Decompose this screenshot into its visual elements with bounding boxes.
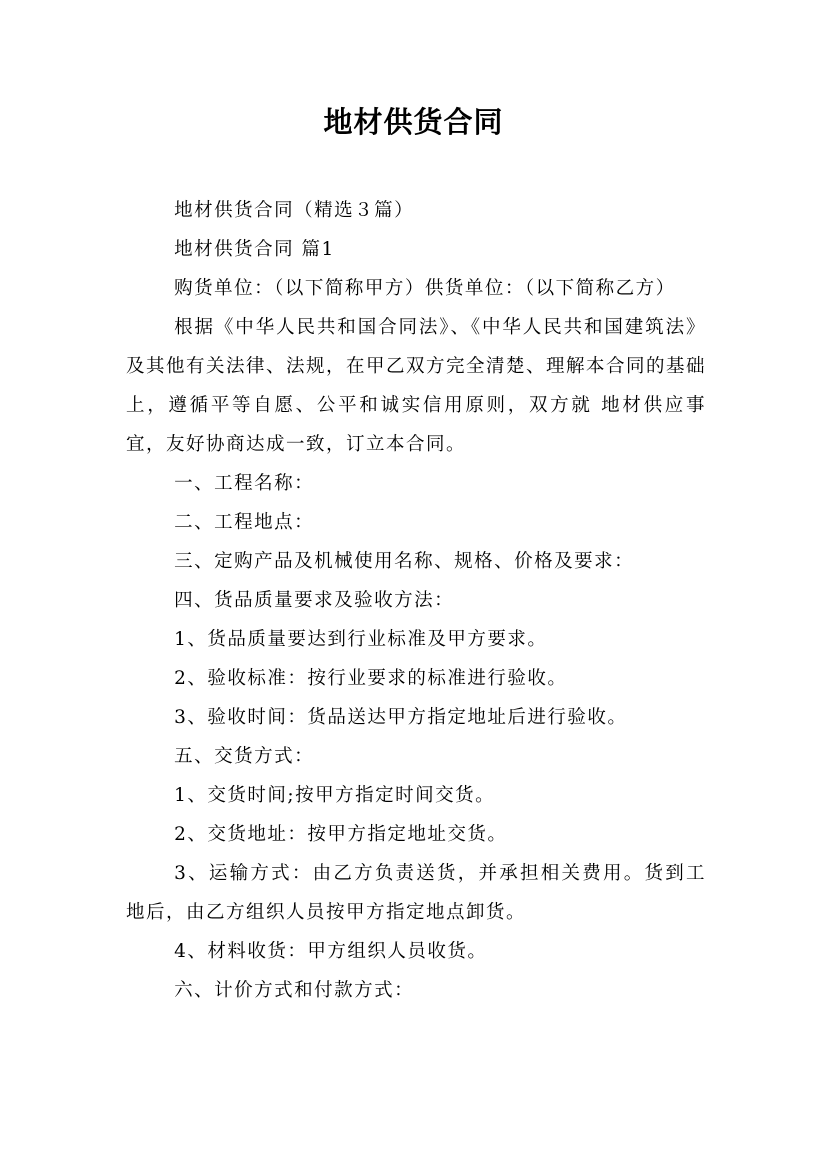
paragraph: 地材供货合同（精选３篇） <box>174 200 415 221</box>
paragraph: 五、交货方式： <box>174 746 315 767</box>
paragraph: 六、计价方式和付款方式： <box>174 980 415 1001</box>
paragraph: 一、工程名称： <box>174 473 315 494</box>
paragraph: 购货单位：（以下简称甲方）供货单位：（以下简称乙方） <box>174 278 676 299</box>
paragraph: 三、定购产品及机械使用名称、规格、价格及要求： <box>174 551 635 572</box>
document-title: 地材供货合同 <box>323 105 504 139</box>
document-body <box>126 191 706 1010</box>
paragraph: 4、材料收货：甲方组织人员收货。 <box>174 941 488 962</box>
paragraph: 2、交货地址：按甲方指定地址交货。 <box>174 824 508 845</box>
paragraph: 3、运输方式：由乙方负责送货，并承担相关费用。货到工地后，由乙方组织人员按甲方指定地点卸货。 <box>126 863 706 923</box>
paragraph: 根据《中华人民共和国合同法》、《中华人民共和国建筑法》及其他有关法律、法规，在甲乙双方完全清楚、理解本合同的基础上，遵循平等自愿、公平和诚实信用原则，双方就 地材供应事宜，友好协商达成一致，订立本合同。 <box>126 317 707 455</box>
paragraph: 地材供货合同 篇1 <box>174 239 335 260</box>
paragraph: 1、交货时间;按甲方指定时间交货。 <box>174 785 496 806</box>
paragraph: 二、工程地点： <box>174 512 315 533</box>
paragraph: 四、货品质量要求及验收方法： <box>174 590 455 611</box>
paragraph: 3、验收时间：货品送达甲方指定地址后进行验收。 <box>174 707 628 728</box>
paragraph: 2、验收标准：按行业要求的标准进行验收。 <box>174 668 568 689</box>
paragraph: 1、货品质量要达到行业标准及甲方要求。 <box>174 629 548 650</box>
